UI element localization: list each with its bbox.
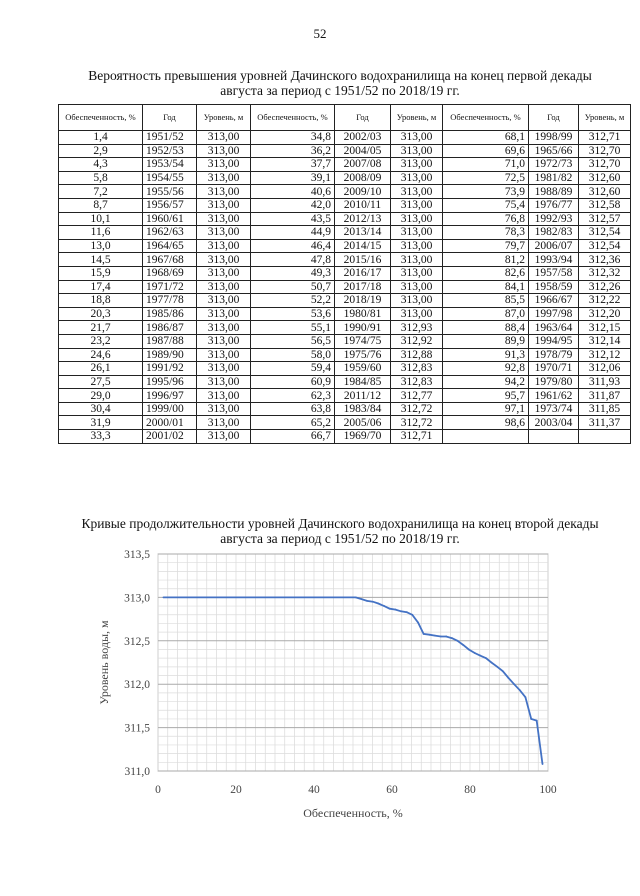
table-cell: 62,3	[251, 389, 335, 403]
table-cell: 1957/58	[529, 266, 579, 280]
table-cell: 313,00	[197, 430, 251, 444]
table-cell: 23,2	[59, 334, 143, 348]
table-cell: 313,00	[197, 307, 251, 321]
table-cell: 313,00	[197, 239, 251, 253]
probability-table	[58, 104, 631, 444]
table-cell: 1973/74	[529, 402, 579, 416]
table-cell: 1986/87	[143, 321, 197, 335]
y-tick-label: 312,0	[124, 679, 150, 692]
table-cell: 312,71	[579, 131, 631, 145]
table-cell: 313,00	[197, 375, 251, 389]
table-cell: 313,00	[391, 280, 443, 294]
table-cell: 313,00	[197, 266, 251, 280]
table-cell: 2005/06	[335, 416, 391, 430]
x-tick-label: 60	[386, 784, 398, 796]
table-title	[60, 68, 620, 98]
data-point	[434, 635, 436, 637]
column-header: Уровень, м	[391, 105, 443, 131]
table-cell: 66,7	[251, 430, 335, 444]
data-point	[163, 597, 165, 599]
table-row	[59, 212, 631, 226]
table-cell: 312,22	[579, 294, 631, 308]
table-cell: 312,36	[579, 253, 631, 267]
table-row	[59, 321, 631, 335]
table-cell: 2010/11	[335, 198, 391, 212]
table-cell: 313,00	[197, 294, 251, 308]
table-cell: 60,9	[251, 375, 335, 389]
table-cell: 2007/08	[335, 158, 391, 172]
table-cell: 1952/53	[143, 144, 197, 158]
data-point	[355, 597, 357, 599]
table-cell: 313,00	[197, 131, 251, 145]
y-tick-label: 313,0	[124, 592, 150, 605]
table-row	[59, 185, 631, 199]
table-cell: 1966/67	[529, 294, 579, 308]
table-cell: 63,8	[251, 402, 335, 416]
table-cell: 92,8	[443, 362, 529, 376]
data-point	[440, 636, 442, 638]
table-cell: 1978/79	[529, 348, 579, 362]
table-cell: 17,4	[59, 280, 143, 294]
table-cell: 55,1	[251, 321, 335, 335]
data-point	[383, 605, 385, 607]
table-cell: 1960/61	[143, 212, 197, 226]
table-cell: 313,00	[391, 294, 443, 308]
column-header: Обеспеченность, %	[251, 105, 335, 131]
data-point	[377, 603, 379, 605]
table-cell: 1970/71	[529, 362, 579, 376]
data-point	[429, 634, 431, 636]
data-point	[411, 614, 413, 616]
table-cell: 313,00	[197, 212, 251, 226]
table-cell: 1998/99	[529, 131, 579, 145]
table-cell: 2015/16	[335, 253, 391, 267]
table-cell: 313,00	[391, 131, 443, 145]
table-cell: 313,00	[391, 171, 443, 185]
table-cell: 11,6	[59, 226, 143, 240]
table-row	[59, 362, 631, 376]
data-point	[542, 763, 544, 765]
table-cell: 44,9	[251, 226, 335, 240]
table-row	[59, 416, 631, 430]
table-row	[59, 430, 631, 444]
table-cell: 1988/89	[529, 185, 579, 199]
table-cell: 2000/01	[143, 416, 197, 430]
table-cell: 1977/78	[143, 294, 197, 308]
table-cell: 1961/62	[529, 389, 579, 403]
data-point	[457, 640, 459, 642]
table-cell	[529, 430, 579, 444]
table-cell: 33,3	[59, 430, 143, 444]
table-cell: 312,26	[579, 280, 631, 294]
data-point	[524, 696, 526, 698]
table-cell: 1989/90	[143, 348, 197, 362]
table-cell: 87,0	[443, 307, 529, 321]
table-cell: 82,6	[443, 266, 529, 280]
table-cell: 312,58	[579, 198, 631, 212]
table-cell: 1953/54	[143, 158, 197, 172]
table-cell: 31,9	[59, 416, 143, 430]
table-title-line1: Вероятность превышения уровней Дачинского водохранилища на конец первой декады	[88, 68, 592, 83]
table-cell: 1980/81	[335, 307, 391, 321]
x-axis-title: Обеспеченность, %	[303, 806, 403, 820]
table-row	[59, 171, 631, 185]
table-cell: 312,92	[391, 334, 443, 348]
table-cell: 76,8	[443, 212, 529, 226]
table-cell: 1967/68	[143, 253, 197, 267]
table-cell: 2008/09	[335, 171, 391, 185]
table-cell: 313,00	[197, 185, 251, 199]
data-point	[417, 622, 419, 624]
table-cell: 1982/83	[529, 226, 579, 240]
table-cell: 312,83	[391, 362, 443, 376]
table-cell: 312,72	[391, 402, 443, 416]
page-number: 52	[313, 26, 327, 41]
table-cell: 81,2	[443, 253, 529, 267]
table-cell: 1963/64	[529, 321, 579, 335]
table-header-row	[59, 105, 631, 131]
table-cell: 56,5	[251, 334, 335, 348]
table-cell: 312,88	[391, 348, 443, 362]
data-point	[361, 598, 363, 600]
column-header: Год	[143, 105, 197, 131]
data-point	[400, 610, 402, 612]
table-cell: 312,83	[391, 375, 443, 389]
table-cell: 73,9	[443, 185, 529, 199]
table-cell: 1,4	[59, 131, 143, 145]
table-cell: 313,00	[391, 198, 443, 212]
table-cell: 312,54	[579, 239, 631, 253]
table-cell: 313,00	[391, 185, 443, 199]
table-cell: 75,4	[443, 198, 529, 212]
table-cell: 312,71	[391, 430, 443, 444]
table-cell: 47,8	[251, 253, 335, 267]
table-cell: 46,4	[251, 239, 335, 253]
table-cell: 2009/10	[335, 185, 391, 199]
table-cell: 313,00	[197, 171, 251, 185]
table-cell: 24,6	[59, 348, 143, 362]
table-cell: 2,9	[59, 144, 143, 158]
data-point	[468, 649, 470, 651]
table-cell: 37,7	[251, 158, 335, 172]
data-point	[395, 609, 397, 611]
table-cell: 2014/15	[335, 239, 391, 253]
table-cell: 7,2	[59, 185, 143, 199]
x-tick-label: 80	[464, 784, 476, 796]
table-cell: 29,0	[59, 389, 143, 403]
table-row	[59, 389, 631, 403]
table-cell: 1976/77	[529, 198, 579, 212]
table-cell: 1959/60	[335, 362, 391, 376]
table-cell: 71,0	[443, 158, 529, 172]
table-row	[59, 144, 631, 158]
table-cell: 313,00	[197, 321, 251, 335]
data-point	[508, 677, 510, 679]
table-cell: 313,00	[391, 239, 443, 253]
table-cell: 312,77	[391, 389, 443, 403]
table-cell: 312,15	[579, 321, 631, 335]
table-title-line2: августа за период с 1951/52 по 2018/19 гг.	[220, 83, 460, 98]
table-cell: 312,57	[579, 212, 631, 226]
table-cell: 312,70	[579, 144, 631, 158]
table-cell: 1981/82	[529, 171, 579, 185]
table-cell: 1983/84	[335, 402, 391, 416]
data-point	[372, 601, 374, 603]
table-cell: 313,00	[197, 389, 251, 403]
table-row	[59, 294, 631, 308]
y-tick-label: 311,0	[124, 766, 150, 778]
column-header: Уровень, м	[579, 105, 631, 131]
table-cell: 1955/56	[143, 185, 197, 199]
data-point	[502, 670, 504, 672]
table-cell: 95,7	[443, 389, 529, 403]
table-cell: 4,3	[59, 158, 143, 172]
table-cell: 1984/85	[335, 375, 391, 389]
table-cell: 65,2	[251, 416, 335, 430]
table-cell: 69,6	[443, 144, 529, 158]
table-cell: 313,00	[197, 253, 251, 267]
table-cell: 1995/96	[143, 375, 197, 389]
chart-title-line2: августа за период с 1951/52 по 2018/19 гг.	[220, 531, 460, 546]
table-cell: 1985/86	[143, 307, 197, 321]
table-cell: 313,00	[197, 362, 251, 376]
table-row	[59, 198, 631, 212]
data-point	[485, 657, 487, 659]
x-tick-label: 40	[308, 784, 320, 796]
table-cell: 43,5	[251, 212, 335, 226]
table-cell: 2017/18	[335, 280, 391, 294]
table-cell: 312,54	[579, 226, 631, 240]
table-cell: 1993/94	[529, 253, 579, 267]
table-cell: 68,1	[443, 131, 529, 145]
data-point	[445, 636, 447, 638]
table-row	[59, 239, 631, 253]
table-cell: 2002/03	[335, 131, 391, 145]
table-cell: 2013/14	[335, 226, 391, 240]
data-point	[451, 637, 453, 639]
table-cell: 1958/59	[529, 280, 579, 294]
data-point	[519, 689, 521, 691]
table-row	[59, 131, 631, 145]
table-body	[59, 131, 631, 444]
table-cell: 89,9	[443, 334, 529, 348]
y-tick-label: 311,5	[124, 722, 150, 735]
table-cell	[579, 430, 631, 444]
table-cell: 1965/66	[529, 144, 579, 158]
table-cell: 1956/57	[143, 198, 197, 212]
table-cell: 1969/70	[335, 430, 391, 444]
table-cell: 40,6	[251, 185, 335, 199]
table-cell: 1968/69	[143, 266, 197, 280]
table-cell: 313,00	[391, 266, 443, 280]
table-cell: 312,14	[579, 334, 631, 348]
table-cell: 312,20	[579, 307, 631, 321]
table-cell: 313,00	[391, 253, 443, 267]
y-tick-label: 312,5	[124, 635, 150, 648]
y-axis-title: Уровень воды, м	[97, 620, 111, 705]
table-row	[59, 334, 631, 348]
table-cell: 1994/95	[529, 334, 579, 348]
table-cell: 39,1	[251, 171, 335, 185]
table-cell: 2004/05	[335, 144, 391, 158]
table-cell: 313,00	[197, 144, 251, 158]
table-cell: 1979/80	[529, 375, 579, 389]
table-cell: 50,7	[251, 280, 335, 294]
table-cell: 72,5	[443, 171, 529, 185]
table-cell: 1971/72	[143, 280, 197, 294]
table-cell: 1974/75	[335, 334, 391, 348]
table-cell: 53,6	[251, 307, 335, 321]
table-cell: 313,00	[197, 402, 251, 416]
table-cell: 1987/88	[143, 334, 197, 348]
table-cell: 84,1	[443, 280, 529, 294]
table-cell: 313,00	[197, 334, 251, 348]
duration-curve-chart	[88, 540, 568, 830]
table-cell: 313,00	[391, 212, 443, 226]
table-cell: 94,2	[443, 375, 529, 389]
table-row	[59, 375, 631, 389]
data-point	[366, 600, 368, 602]
table-row	[59, 253, 631, 267]
table-cell: 2001/02	[143, 430, 197, 444]
table-cell: 311,87	[579, 389, 631, 403]
table-cell: 8,7	[59, 198, 143, 212]
table-row	[59, 307, 631, 321]
column-header: Обеспеченность, %	[59, 105, 143, 131]
table-cell: 1999/00	[143, 402, 197, 416]
table-cell: 5,8	[59, 171, 143, 185]
table-cell: 313,00	[197, 226, 251, 240]
data-point	[530, 718, 532, 720]
column-header: Год	[335, 105, 391, 131]
table-cell: 30,4	[59, 402, 143, 416]
table-cell: 311,85	[579, 402, 631, 416]
table-cell: 98,6	[443, 416, 529, 430]
table-cell: 59,4	[251, 362, 335, 376]
data-point	[496, 666, 498, 668]
data-point	[513, 683, 515, 685]
table-cell: 1975/76	[335, 348, 391, 362]
table-cell: 313,00	[197, 348, 251, 362]
data-point	[474, 652, 476, 654]
data-point	[479, 655, 481, 657]
table-cell: 42,0	[251, 198, 335, 212]
table-cell: 34,8	[251, 131, 335, 145]
table-cell: 311,93	[579, 375, 631, 389]
y-tick-label: 313,5	[124, 549, 150, 561]
data-point	[462, 644, 464, 646]
table-cell: 312,93	[391, 321, 443, 335]
table-cell: 312,60	[579, 185, 631, 199]
table-cell: 1991/92	[143, 362, 197, 376]
table-cell: 312,72	[391, 416, 443, 430]
table-cell: 88,4	[443, 321, 529, 335]
table-cell: 20,3	[59, 307, 143, 321]
table-cell: 312,06	[579, 362, 631, 376]
table-cell: 313,00	[197, 198, 251, 212]
table-cell: 313,00	[391, 307, 443, 321]
table-cell: 1964/65	[143, 239, 197, 253]
x-tick-label: 100	[539, 784, 557, 796]
table-cell: 313,00	[197, 416, 251, 430]
table-cell: 312,60	[579, 171, 631, 185]
table-cell: 1990/91	[335, 321, 391, 335]
table-cell: 52,2	[251, 294, 335, 308]
column-header: Уровень, м	[197, 105, 251, 131]
table-cell: 78,3	[443, 226, 529, 240]
table-cell: 313,00	[197, 280, 251, 294]
table-cell: 1996/97	[143, 389, 197, 403]
table-cell: 2003/04	[529, 416, 579, 430]
table-cell: 2011/12	[335, 389, 391, 403]
table-row	[59, 266, 631, 280]
table-cell: 18,8	[59, 294, 143, 308]
table-cell: 2018/19	[335, 294, 391, 308]
table-cell: 10,1	[59, 212, 143, 226]
table-cell: 15,9	[59, 266, 143, 280]
table-cell: 313,00	[197, 158, 251, 172]
table-cell: 313,00	[391, 144, 443, 158]
x-tick-label: 20	[230, 784, 242, 796]
table-cell: 36,2	[251, 144, 335, 158]
table-cell: 312,32	[579, 266, 631, 280]
table-row	[59, 158, 631, 172]
table-row	[59, 348, 631, 362]
table-cell: 312,12	[579, 348, 631, 362]
table-cell: 1951/52	[143, 131, 197, 145]
table-cell: 58,0	[251, 348, 335, 362]
table-cell: 311,37	[579, 416, 631, 430]
data-point	[389, 608, 391, 610]
table-cell: 91,3	[443, 348, 529, 362]
x-tick-label: 0	[155, 784, 161, 796]
table-cell: 27,5	[59, 375, 143, 389]
column-header: Год	[529, 105, 579, 131]
table-cell: 49,3	[251, 266, 335, 280]
table-row	[59, 280, 631, 294]
table-cell: 14,5	[59, 253, 143, 267]
table-cell: 312,70	[579, 158, 631, 172]
table-cell: 1954/55	[143, 171, 197, 185]
column-header: Обеспеченность, %	[443, 105, 529, 131]
data-point	[536, 720, 538, 722]
table-cell: 2016/17	[335, 266, 391, 280]
table-row	[59, 226, 631, 240]
table-cell: 1962/63	[143, 226, 197, 240]
table-cell: 1992/93	[529, 212, 579, 226]
data-point	[491, 662, 493, 664]
table-cell	[443, 430, 529, 444]
table-cell: 21,7	[59, 321, 143, 335]
table-cell: 97,1	[443, 402, 529, 416]
table-cell: 2006/07	[529, 239, 579, 253]
table-cell: 313,00	[391, 226, 443, 240]
table-cell: 85,5	[443, 294, 529, 308]
table-cell: 313,00	[391, 158, 443, 172]
table-cell: 79,7	[443, 239, 529, 253]
table-cell: 2012/13	[335, 212, 391, 226]
table-cell: 1997/98	[529, 307, 579, 321]
data-point	[406, 611, 408, 613]
table-cell: 13,0	[59, 239, 143, 253]
data-point	[423, 633, 425, 635]
table-row	[59, 402, 631, 416]
table-cell: 1972/73	[529, 158, 579, 172]
table-cell: 26,1	[59, 362, 143, 376]
chart-title-line1: Кривые продолжительности уровней Дачинского водохранилища на конец второй декады	[81, 516, 599, 531]
